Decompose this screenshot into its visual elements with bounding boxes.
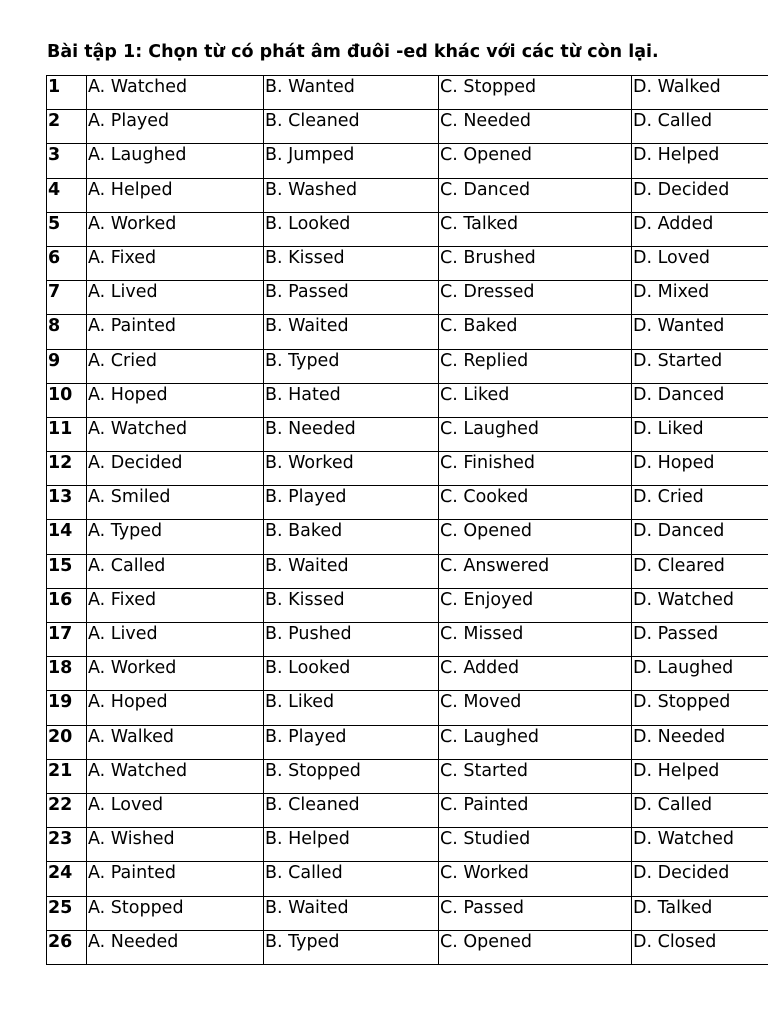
table-row <box>47 828 768 862</box>
option-c: C. Opened <box>439 144 632 178</box>
option-a: A. Walked <box>87 725 264 759</box>
option-d: D. Decided <box>632 178 768 212</box>
option-b: B. Wanted <box>264 76 439 110</box>
table-row <box>47 110 768 144</box>
question-number: 20 <box>47 725 87 759</box>
option-c: C. Passed <box>439 896 632 930</box>
option-c: C. Finished <box>439 452 632 486</box>
question-number: 13 <box>47 486 87 520</box>
question-number: 12 <box>47 452 87 486</box>
table-row <box>47 212 768 246</box>
question-number: 1 <box>47 76 87 110</box>
option-b: B. Played <box>264 486 439 520</box>
option-c: C. Painted <box>439 793 632 827</box>
option-b: B. Cleaned <box>264 793 439 827</box>
option-a: A. Smiled <box>87 486 264 520</box>
option-c: C. Cooked <box>439 486 632 520</box>
option-c: C. Opened <box>439 930 632 964</box>
table-row <box>47 281 768 315</box>
option-a: A. Lived <box>87 281 264 315</box>
option-d: D. Started <box>632 349 768 383</box>
option-b: B. Needed <box>264 417 439 451</box>
option-b: B. Played <box>264 725 439 759</box>
option-c: C. Studied <box>439 828 632 862</box>
question-number: 3 <box>47 144 87 178</box>
option-a: A. Laughed <box>87 144 264 178</box>
table-row <box>47 896 768 930</box>
option-d: D. Walked <box>632 76 768 110</box>
option-c: C. Moved <box>439 691 632 725</box>
option-a: A. Painted <box>87 862 264 896</box>
option-c: C. Danced <box>439 178 632 212</box>
option-d: D. Mixed <box>632 281 768 315</box>
table-row <box>47 862 768 896</box>
option-a: A. Helped <box>87 178 264 212</box>
question-number: 5 <box>47 212 87 246</box>
question-number: 11 <box>47 417 87 451</box>
question-number: 21 <box>47 759 87 793</box>
table-row <box>47 657 768 691</box>
option-a: A. Fixed <box>87 588 264 622</box>
option-a: A. Needed <box>87 930 264 964</box>
table-row <box>47 178 768 212</box>
question-number: 24 <box>47 862 87 896</box>
option-b: B. Waited <box>264 896 439 930</box>
option-b: B. Washed <box>264 178 439 212</box>
option-b: B. Waited <box>264 315 439 349</box>
question-number: 19 <box>47 691 87 725</box>
option-b: B. Looked <box>264 657 439 691</box>
option-d: D. Watched <box>632 588 768 622</box>
option-c: C. Laughed <box>439 725 632 759</box>
table-row <box>47 246 768 280</box>
option-d: D. Passed <box>632 623 768 657</box>
option-a: A. Lived <box>87 623 264 657</box>
question-number: 17 <box>47 623 87 657</box>
option-d: D. Stopped <box>632 691 768 725</box>
option-d: D. Watched <box>632 828 768 862</box>
option-d: D. Called <box>632 793 768 827</box>
option-b: B. Helped <box>264 828 439 862</box>
option-d: D. Wanted <box>632 315 768 349</box>
table-row <box>47 315 768 349</box>
option-c: C. Talked <box>439 212 632 246</box>
table-row <box>47 725 768 759</box>
option-a: A. Fixed <box>87 246 264 280</box>
option-b: B. Jumped <box>264 144 439 178</box>
option-b: B. Typed <box>264 930 439 964</box>
option-b: B. Worked <box>264 452 439 486</box>
option-d: D. Decided <box>632 862 768 896</box>
table-row <box>47 520 768 554</box>
question-number: 15 <box>47 554 87 588</box>
question-number: 6 <box>47 246 87 280</box>
option-d: D. Helped <box>632 759 768 793</box>
option-c: C. Baked <box>439 315 632 349</box>
table-row <box>47 417 768 451</box>
option-d: D. Loved <box>632 246 768 280</box>
option-c: C. Answered <box>439 554 632 588</box>
question-number: 7 <box>47 281 87 315</box>
option-b: B. Stopped <box>264 759 439 793</box>
option-d: D. Liked <box>632 417 768 451</box>
table-row <box>47 793 768 827</box>
option-c: C. Opened <box>439 520 632 554</box>
option-b: B. Kissed <box>264 246 439 280</box>
option-b: B. Passed <box>264 281 439 315</box>
option-a: A. Typed <box>87 520 264 554</box>
option-b: B. Liked <box>264 691 439 725</box>
option-d: D. Danced <box>632 520 768 554</box>
option-a: A. Watched <box>87 759 264 793</box>
option-a: A. Wished <box>87 828 264 862</box>
option-b: B. Cleaned <box>264 110 439 144</box>
option-c: C. Dressed <box>439 281 632 315</box>
table-row <box>47 588 768 622</box>
table-row <box>47 76 768 110</box>
option-c: C. Laughed <box>439 417 632 451</box>
option-b: B. Looked <box>264 212 439 246</box>
table-row <box>47 349 768 383</box>
option-b: B. Baked <box>264 520 439 554</box>
table-row <box>47 930 768 964</box>
option-a: A. Decided <box>87 452 264 486</box>
question-number: 25 <box>47 896 87 930</box>
table-row <box>47 623 768 657</box>
question-number: 9 <box>47 349 87 383</box>
option-b: B. Typed <box>264 349 439 383</box>
option-a: A. Loved <box>87 793 264 827</box>
table-row <box>47 691 768 725</box>
table-row <box>47 144 768 178</box>
question-number: 10 <box>47 383 87 417</box>
option-a: A. Hoped <box>87 691 264 725</box>
option-c: C. Worked <box>439 862 632 896</box>
option-a: A. Called <box>87 554 264 588</box>
table-row <box>47 452 768 486</box>
question-rows <box>47 76 768 965</box>
question-number: 8 <box>47 315 87 349</box>
question-number: 2 <box>47 110 87 144</box>
question-number: 16 <box>47 588 87 622</box>
table-row <box>47 554 768 588</box>
option-c: C. Stopped <box>439 76 632 110</box>
question-number: 22 <box>47 793 87 827</box>
option-d: D. Danced <box>632 383 768 417</box>
table-row <box>47 759 768 793</box>
option-c: C. Liked <box>439 383 632 417</box>
option-d: D. Closed <box>632 930 768 964</box>
option-a: A. Watched <box>87 76 264 110</box>
option-a: A. Played <box>87 110 264 144</box>
option-d: D. Cried <box>632 486 768 520</box>
option-d: D. Called <box>632 110 768 144</box>
option-d: D. Talked <box>632 896 768 930</box>
option-b: B. Pushed <box>264 623 439 657</box>
option-a: A. Stopped <box>87 896 264 930</box>
option-d: D. Added <box>632 212 768 246</box>
option-a: A. Cried <box>87 349 264 383</box>
question-number: 18 <box>47 657 87 691</box>
question-number: 14 <box>47 520 87 554</box>
option-d: D. Laughed <box>632 657 768 691</box>
option-a: A. Worked <box>87 657 264 691</box>
option-b: B. Waited <box>264 554 439 588</box>
option-c: C. Added <box>439 657 632 691</box>
question-number: 4 <box>47 178 87 212</box>
option-a: A. Worked <box>87 212 264 246</box>
option-d: D. Cleared <box>632 554 768 588</box>
question-number: 26 <box>47 930 87 964</box>
option-a: A. Watched <box>87 417 264 451</box>
table-row <box>47 383 768 417</box>
option-c: C. Needed <box>439 110 632 144</box>
option-c: C. Brushed <box>439 246 632 280</box>
exercise-table <box>46 75 768 965</box>
page-title: Bài tập 1: Chọn từ có phát âm đuôi -ed khác với các từ còn lại. <box>47 42 659 62</box>
option-a: A. Painted <box>87 315 264 349</box>
option-b: B. Called <box>264 862 439 896</box>
option-c: C. Replied <box>439 349 632 383</box>
option-b: B. Hated <box>264 383 439 417</box>
option-b: B. Kissed <box>264 588 439 622</box>
option-d: D. Needed <box>632 725 768 759</box>
option-d: D. Helped <box>632 144 768 178</box>
question-number: 23 <box>47 828 87 862</box>
option-c: C. Missed <box>439 623 632 657</box>
table-row <box>47 486 768 520</box>
option-c: C. Started <box>439 759 632 793</box>
option-d: D. Hoped <box>632 452 768 486</box>
option-c: C. Enjoyed <box>439 588 632 622</box>
option-a: A. Hoped <box>87 383 264 417</box>
